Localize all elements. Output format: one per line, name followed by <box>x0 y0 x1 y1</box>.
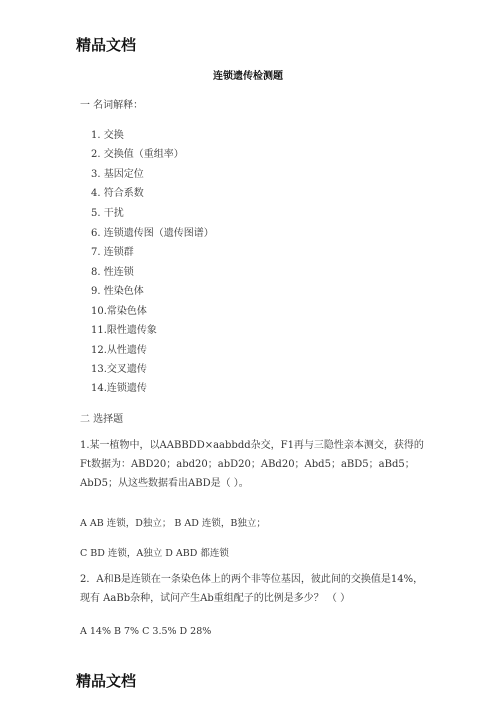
term-item: 11.限性遗传象 <box>91 325 157 336</box>
term-item: 8. 性连锁 <box>91 267 134 278</box>
term-item: 6. 连锁遗传图（遗传图谱） <box>91 228 214 239</box>
question-1-text: 1.某一植物中，以AABBDD×aabbdd杂交，F1再与三隐性亲本测交，获得的Ft数据为：ABD20；abd20；abD20；ABd20；Abd5；aBD5；aBd5；AbD5；从这些数据看出ABD是（ ）。 <box>80 440 424 489</box>
question-2-text: 2．A和B是连锁在一条染色体上的两个非等位基因，彼此间的交换值是14%，现有 AaBb杂种，试问产生Ab重组配子的比例是多少？ （ ） <box>80 574 424 604</box>
term-item: 3. 基因定位 <box>91 169 144 180</box>
question-1-options-row-2: C BD 连锁，A独立 D ABD 都连锁 <box>80 548 229 559</box>
question-1-options-row-1: A AB 连锁，D独立； B AD 连锁，B独立； <box>80 518 266 529</box>
document-title: 连锁遗传检测题 <box>213 71 283 82</box>
term-item: 13.交叉遗传 <box>91 364 147 375</box>
term-item: 2. 交换值（重组率） <box>91 149 184 160</box>
term-item: 5. 干扰 <box>91 208 124 219</box>
term-item: 4. 符合系数 <box>91 188 144 199</box>
term-item: 10.常染色体 <box>91 306 147 317</box>
term-item: 9. 性染色体 <box>91 286 144 297</box>
term-item: 12.从性遗传 <box>91 345 147 356</box>
term-item: 7. 连锁群 <box>91 247 134 258</box>
term-item: 1. 交换 <box>91 130 124 141</box>
section-heading-choice: 二 选择题 <box>80 414 124 425</box>
term-item: 14.连锁遗传 <box>91 383 147 394</box>
section-heading-definitions: 一 名词解释： <box>80 100 144 111</box>
question-2-options: A 14% B 7% C 3.5% D 28% <box>80 626 212 637</box>
page-footer: 精品文档 <box>76 672 137 690</box>
page-header: 精品文档 <box>76 36 137 54</box>
